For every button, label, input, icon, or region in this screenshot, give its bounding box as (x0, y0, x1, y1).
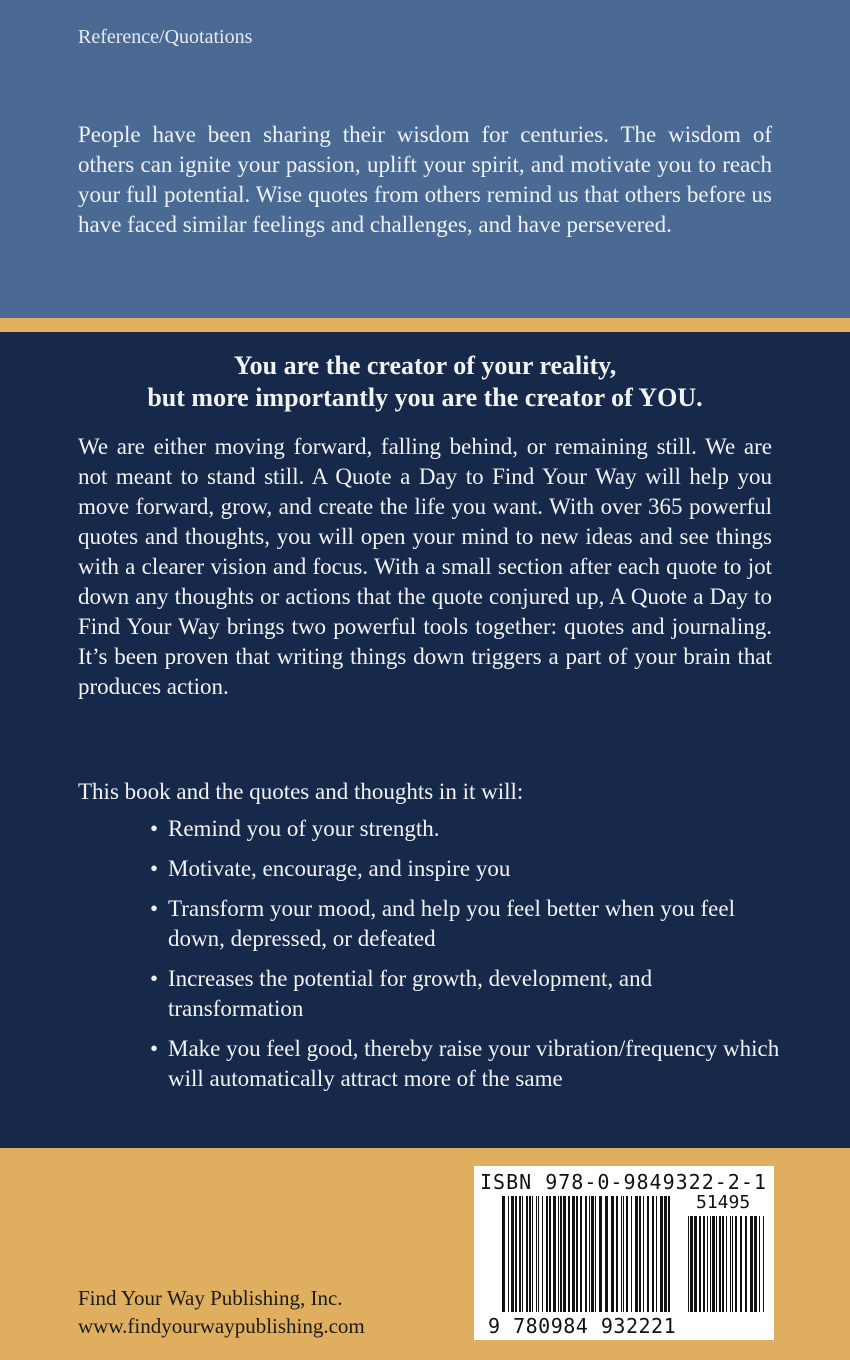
barcode-bar (616, 1196, 618, 1312)
barcode-bar (710, 1216, 711, 1312)
barcode-bar (623, 1196, 624, 1312)
barcode-bar (656, 1196, 657, 1312)
barcode-bar (519, 1196, 521, 1312)
barcode-bar (707, 1216, 708, 1312)
barcode-bar (549, 1196, 551, 1312)
barcode-bar (716, 1216, 717, 1312)
barcode-bar (668, 1196, 670, 1312)
barcode-bar (690, 1216, 693, 1312)
publisher-info (78, 1284, 365, 1340)
list-item: • Transform your mood, and help you feel better when you feel down, depressed, or defeated (150, 894, 790, 954)
barcode-bar (719, 1216, 721, 1312)
gold-divider (0, 318, 850, 332)
barcode-bar (589, 1196, 590, 1312)
barcode-bar (538, 1196, 539, 1312)
barcode-bar (712, 1216, 715, 1312)
barcode-bar (611, 1196, 614, 1312)
barcode-number: 9 780984 932221 (488, 1314, 677, 1338)
barcode-bar (699, 1216, 701, 1312)
barcode-bar (568, 1196, 570, 1312)
barcode-bar (643, 1196, 644, 1312)
barcode-bar (526, 1196, 528, 1312)
barcode-bar (732, 1216, 733, 1312)
barcode-bar (591, 1196, 594, 1312)
barcode-bar (576, 1196, 578, 1312)
barcode-bar (558, 1196, 559, 1312)
list-item: • Motivate, encourage, and inspire you (150, 854, 790, 884)
barcode-bar (703, 1216, 705, 1312)
barcode-bar (626, 1196, 628, 1312)
barcode-bar (730, 1216, 731, 1312)
publisher-url: www.findyourwaypublishing.com (78, 1314, 365, 1338)
barcode-bar (563, 1196, 566, 1312)
barcode-bar (580, 1196, 582, 1312)
barcode-bar (572, 1196, 575, 1312)
barcode-bar (652, 1196, 654, 1312)
top-band (0, 0, 850, 318)
intro-paragraph: People have been sharing their wisdom for centuries. The wisdom of others can ignite your passion, uplift your spirit, and motivate you to reach your full potential. Wise quotes from others remind us that others before us have faced similar feelings and challenges, and have persevered. (78, 122, 772, 237)
headline-line-2: but more importantly you are the creator of YOU. (147, 383, 703, 412)
barcode-bar (735, 1216, 737, 1312)
barcode-bar (605, 1196, 608, 1312)
barcode-bar (522, 1196, 523, 1312)
benefits-list (150, 814, 790, 1104)
list-item: • Increases the potential for growth, development, and transformation (150, 964, 790, 1024)
barcode-bar (553, 1196, 556, 1312)
barcode-bar (745, 1216, 747, 1312)
barcode-bar (585, 1196, 587, 1312)
barcode-bar (660, 1196, 663, 1312)
description-paragraph: We are either moving forward, falling behind, or remaining still. We are not meant to stand still. A Quote a Day to Find Your Way will help you move forward, grow, and create the life you want. With over 365 powerful quotes and thoughts, you will open your mind to new ideas and see things with a clearer vision and focus. With a small section after each quote to jot down any thoughts or actions that the quote conjured up, A Quote a Day to Find Your Way brings two powerful tools together: quotes and journaling. It’s been proven that writing things down triggers a part of your brain that produces action. (78, 434, 772, 699)
barcode-bar (502, 1196, 505, 1312)
barcode-bar (621, 1196, 622, 1312)
category-label: Reference/Quotations (78, 26, 253, 48)
barcode-bar (532, 1196, 533, 1312)
barcode-bar (508, 1196, 509, 1312)
barcode-bar (740, 1216, 742, 1312)
barcode-bar (694, 1216, 697, 1312)
barcode-bar (599, 1196, 602, 1312)
barcode-bar (595, 1196, 596, 1312)
barcode-bar (750, 1216, 753, 1312)
barcode-bar (546, 1196, 548, 1312)
isbn-barcode (474, 1166, 774, 1340)
bottom-band (0, 1148, 850, 1360)
barcode-bar (635, 1196, 638, 1312)
list-item: • Remind you of your strength. (150, 814, 790, 844)
barcode-bar (536, 1196, 537, 1312)
barcode-bar (560, 1196, 562, 1312)
barcode-bar (688, 1216, 689, 1312)
publisher-name: Find Your Way Publishing, Inc. (78, 1286, 343, 1310)
barcode-bar (631, 1196, 632, 1312)
list-intro: This book and the quotes and thoughts in it will: (78, 779, 524, 804)
isbn-label: ISBN 978-0-9849322-2-1 (480, 1170, 767, 1194)
barcode-bar (763, 1216, 764, 1312)
barcode-bar (529, 1196, 531, 1312)
middle-band (0, 332, 850, 1148)
barcode-bar (664, 1196, 667, 1312)
barcode-bar (726, 1216, 727, 1312)
barcode-bar (759, 1216, 760, 1312)
barcode-bar (542, 1196, 543, 1312)
price-code: 51495 (696, 1192, 751, 1213)
barcode-bar (647, 1196, 649, 1312)
headline-line-1: You are the creator of your reality, (233, 351, 617, 380)
barcode-bar (754, 1216, 757, 1312)
list-item: • Make you feel good, thereby raise your vibration/frequency which will automatically attract more of the same (150, 1034, 790, 1094)
barcode-bar (515, 1196, 517, 1312)
barcode-bar (511, 1196, 514, 1312)
barcode-bar (639, 1196, 641, 1312)
headline (40, 350, 810, 414)
barcode-bar (722, 1216, 724, 1312)
